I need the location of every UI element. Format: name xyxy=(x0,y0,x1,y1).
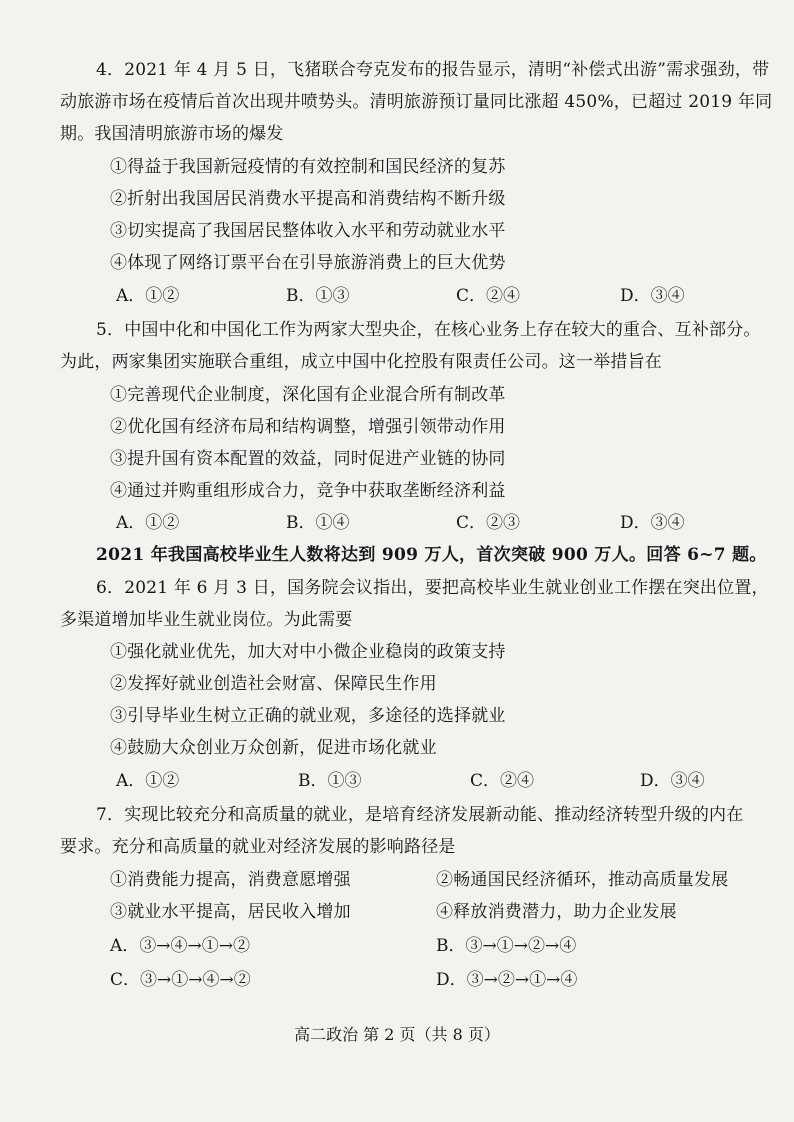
choice-d: D．③④ xyxy=(620,513,685,533)
question-text-line: 4．2021 年 4 月 5 日，飞猪联合夸克发布的报告显示，清明“补偿式出游”需求强劲，带 xyxy=(96,60,770,80)
choice-c: C．③→①→④→② xyxy=(110,970,251,990)
choice-a: A．①② xyxy=(116,771,180,791)
page-footer: 高二政治 第 2 页（共 8 页） xyxy=(294,1025,500,1044)
statement-option: ④释放消费潜力，助力企业发展 xyxy=(436,902,677,922)
choice-a: A．①② xyxy=(116,286,180,306)
question-text-line: 期。我国清明旅游市场的爆发 xyxy=(60,124,284,144)
question-text-line: 要求。充分和高质量的就业对经济发展的影响路径是 xyxy=(60,837,456,857)
question-text-line: 7．实现比较充分和高质量的就业，是培育经济发展新动能、推动经济转型升级的内在 xyxy=(96,805,744,825)
question-text-line: 动旅游市场在疫情后首次出现井喷势头。清明旅游预订量同比涨超 450%，已超过 2019 年同 xyxy=(60,92,773,112)
choice-b: B．①③ xyxy=(298,771,362,791)
choice-d: D．③④ xyxy=(620,286,685,306)
question-text-line: 6．2021 年 6 月 3 日，国务院会议指出，要把高校毕业生就业创业工作摆在突出位置， xyxy=(96,578,769,598)
statement-option: ②发挥好就业创造社会财富、保障民生作用 xyxy=(110,674,437,694)
choice-b: B．①③ xyxy=(286,286,350,306)
group-intro: 2021 年我国高校毕业生人数将达到 909 万人，首次突破 900 万人。回答 6~7 题。 xyxy=(96,545,767,565)
bleed-through-text xyxy=(520,150,537,174)
statement-option: ④体现了网络订票平台在引导旅游消费上的巨大优势 xyxy=(110,253,506,273)
statement-option: ②优化国有经济布局和结构调整，增强引领带动作用 xyxy=(110,417,506,437)
statement-option: ③引导毕业生树立正确的就业观，多途径的选择就业 xyxy=(110,706,506,726)
statement-option: ②折射出我国居民消费水平提高和消费结构不断升级 xyxy=(110,189,506,209)
statement-option: ①消费能力提高，消费意愿增强 xyxy=(110,870,351,890)
statement-option: ③提升国有资本配置的效益，同时促进产业链的协同 xyxy=(110,449,506,469)
statement-option: ①完善现代企业制度，深化国有企业混合所有制改革 xyxy=(110,385,506,405)
statement-option: ③切实提高了我国居民整体收入水平和劳动就业水平 xyxy=(110,221,506,241)
choice-b: B．①④ xyxy=(286,513,350,533)
choice-c: C．②③ xyxy=(456,513,521,533)
statement-option: ①得益于我国新冠疫情的有效控制和国民经济的复苏 xyxy=(110,157,506,177)
question-text-line: 多渠道增加毕业生就业岗位。为此需要 xyxy=(60,610,353,630)
choice-a: A．①② xyxy=(116,513,180,533)
choice-a: A．③→④→①→② xyxy=(110,936,251,956)
question-text-line: 为此，两家集团实施联合重组，成立中国中化控股有限责任公司。这一举措旨在 xyxy=(60,352,662,372)
choice-c: C．②④ xyxy=(470,771,535,791)
question-text-line: 5．中国中化和中国化工作为两家大型央企，在核心业务上存在较大的重合、互补部分。 xyxy=(96,320,761,340)
statement-option: ④鼓励大众创业万众创新，促进市场化就业 xyxy=(110,738,437,758)
choice-d: D．③④ xyxy=(640,771,705,791)
choice-d: D．③→②→①→④ xyxy=(436,970,578,990)
statement-option: ③就业水平提高，居民收入增加 xyxy=(110,902,351,922)
statement-option: ①强化就业优先，加大对中小微企业稳岗的政策支持 xyxy=(110,642,506,662)
statement-option: ④通过并购重组形成合力，竞争中获取垄断经济利益 xyxy=(110,481,506,501)
choice-c: C．②④ xyxy=(456,286,521,306)
choice-b: B．③→①→②→④ xyxy=(436,936,577,956)
statement-option: ②畅通国民经济循环，推动高质量发展 xyxy=(436,870,729,890)
